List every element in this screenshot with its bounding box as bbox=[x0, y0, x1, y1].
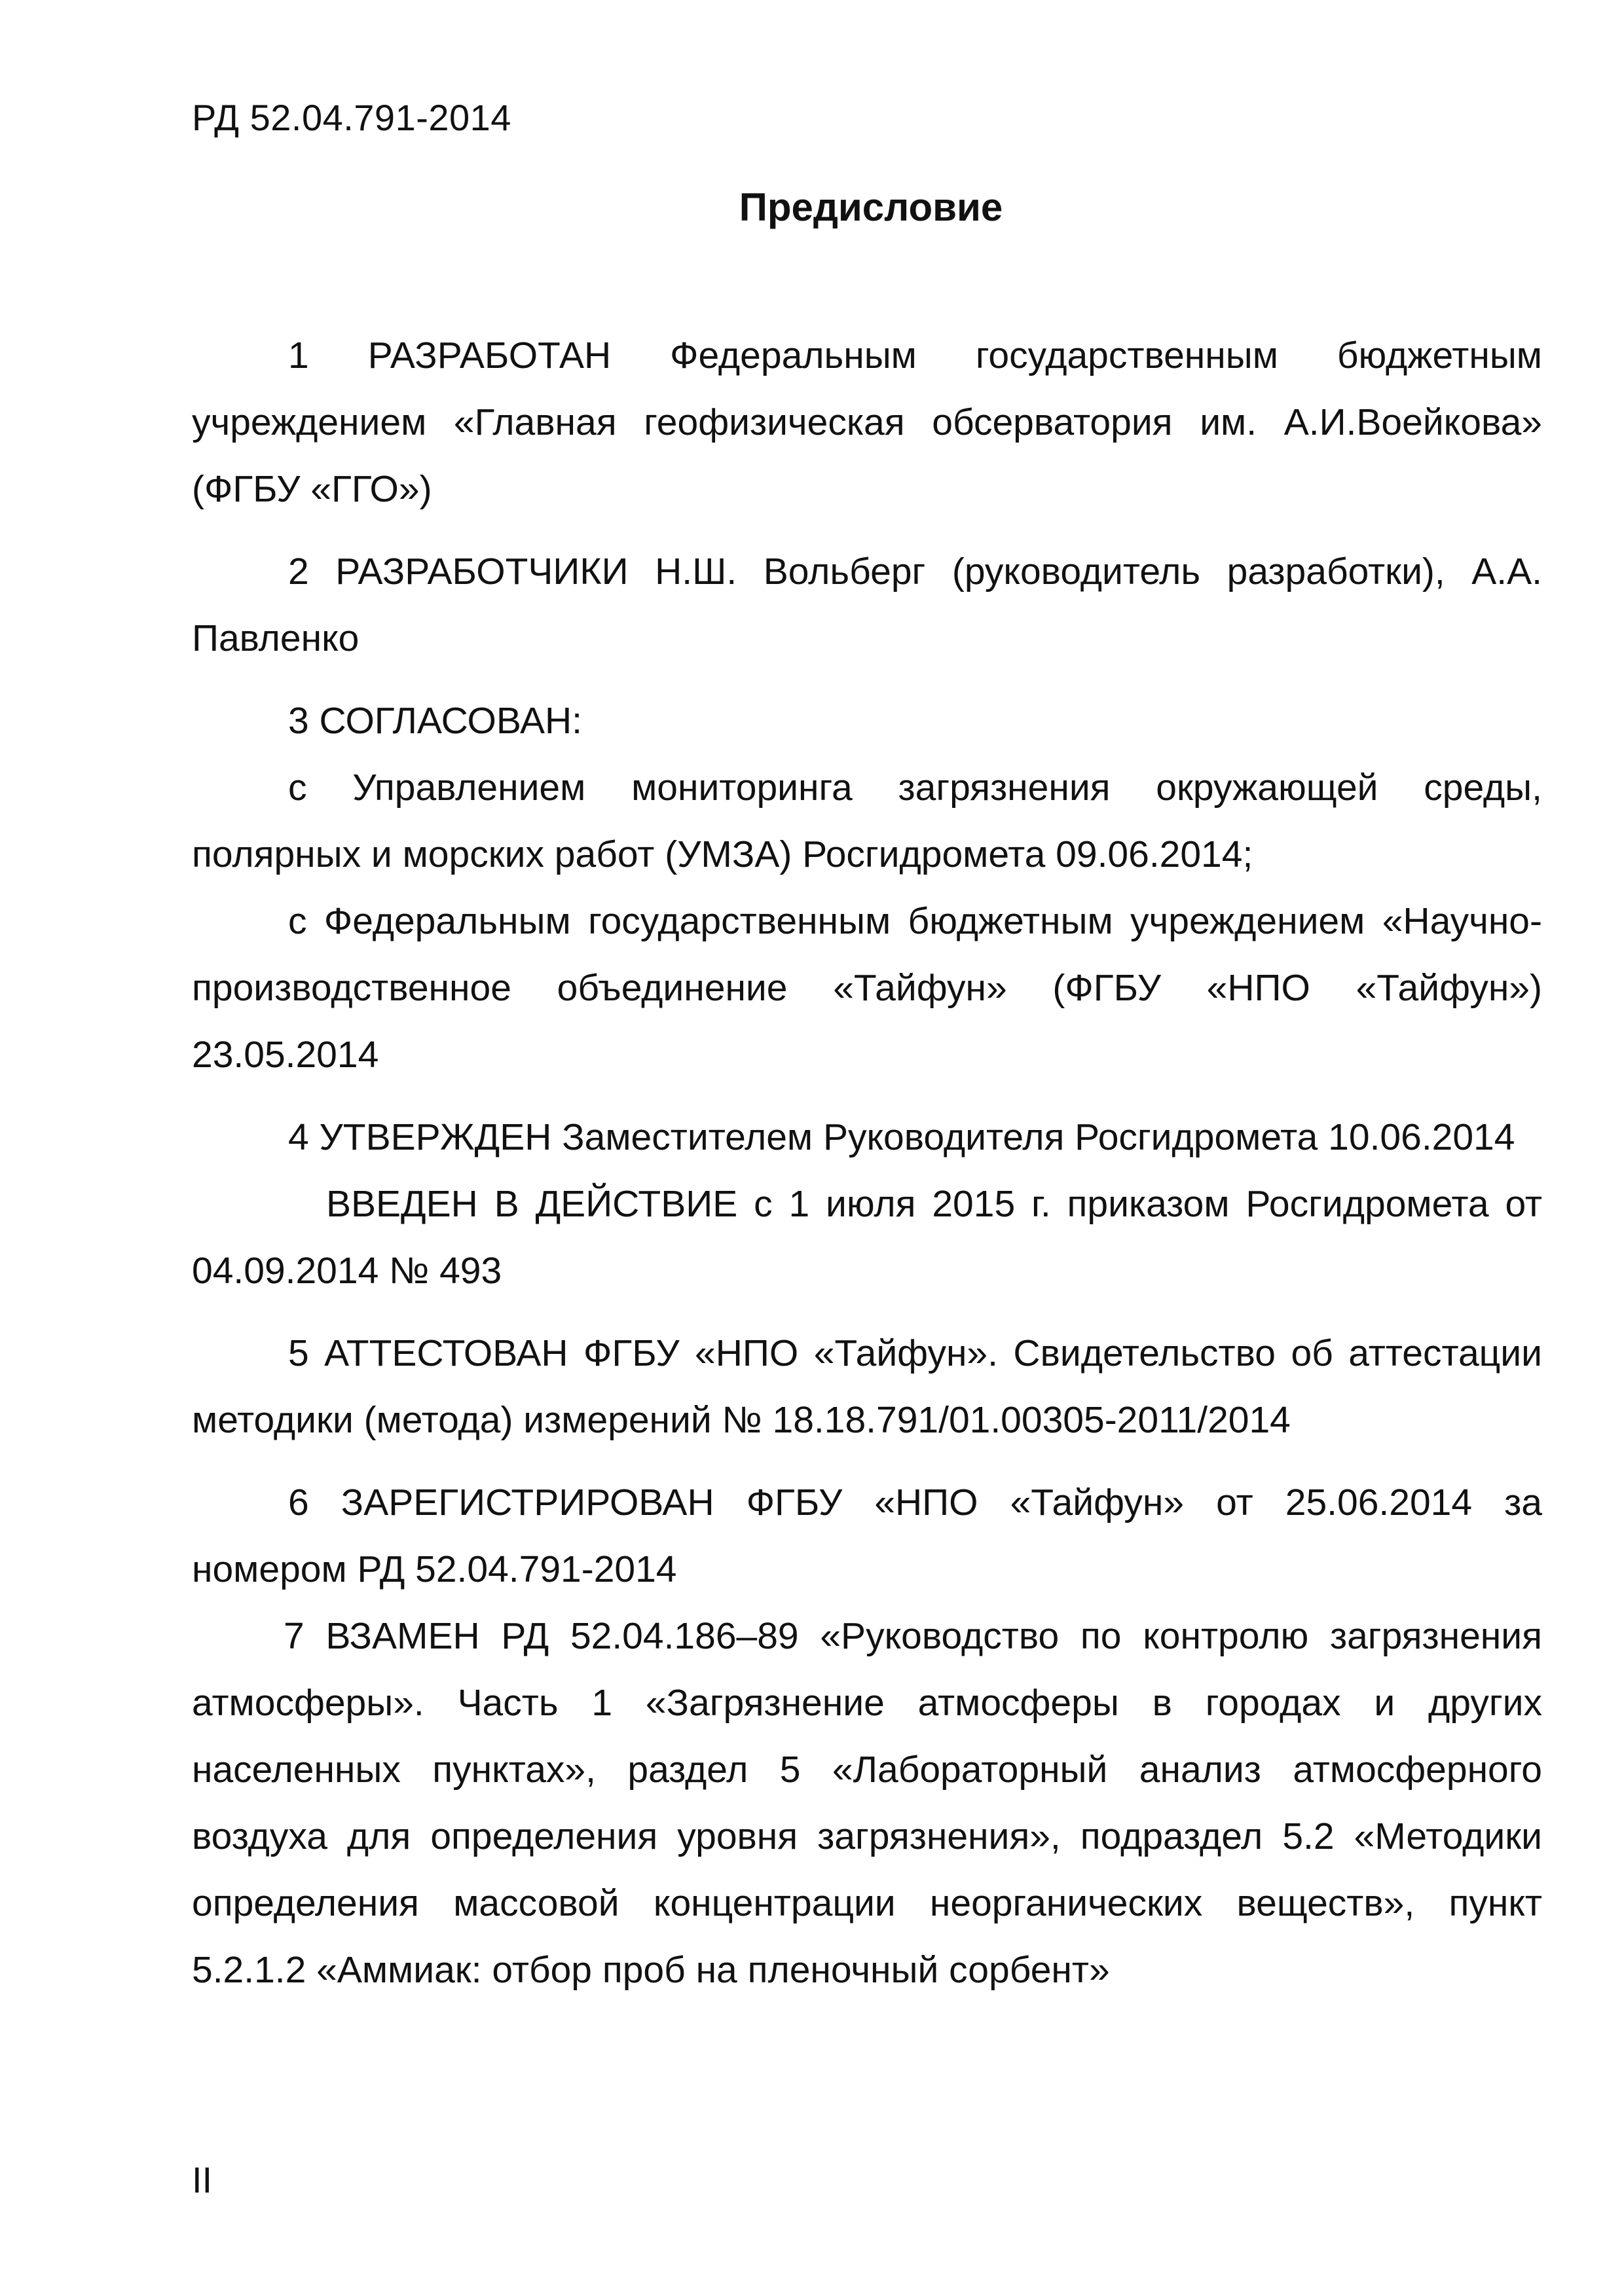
paragraph-agreed-typhoon: с Федеральным государственным бюджетным учреждением «Научно-производственное объединение «Тайфун» (ФГБУ «НПО «Тайфун») 23.05.2014 bbox=[192, 900, 1542, 1076]
paragraph-developed-by: 1 РАЗРАБОТАН Федеральным государственным бюджетным учреждением «Главная геофизическая обсерватория им. А.И.Воейкова» (ФГБУ «ГГО») bbox=[192, 335, 1542, 510]
paragraph-approved: 4 УТВЕРЖДЕН Заместителем Руководителя Росгидромета 10.06.2014 bbox=[288, 1116, 1515, 1158]
paragraph-replaces: 7 ВЗАМЕН РД 52.04.186–89 «Руководство по контролю загрязнения атмосферы». Часть 1 «Загрязнение атмосферы в городах и других населенных пунктах», раздел 5 «Лабораторный анализ атмосферного воздуха для определения уровня загрязнения», подраздел 5.2 «Методики определения массовой концентрации неорганических веществ», пункт 5.2.1.2 «Аммиак: отбор проб на пленочный сорбент» bbox=[192, 1615, 1542, 1991]
paragraph-certified: 5 АТТЕСТОВАН ФГБУ «НПО «Тайфун». Свидетельство об аттестации методики (метода) измерений № 18.18.791/01.00305-2011/2014 bbox=[192, 1332, 1542, 1441]
paragraph-agreed-umza: с Управлением мониторинга загрязнения окружающей среды, полярных и морских работ (УМЗА) Росгидромета 09.06.2014; bbox=[192, 767, 1542, 875]
preface-body bbox=[192, 322, 1542, 2003]
paragraph-registered: 6 ЗАРЕГИСТРИРОВАН ФГБУ «НПО «Тайфун» от 25.06.2014 за номером РД 52.04.791-2014 bbox=[192, 1482, 1542, 1590]
paragraph-put-into-effect: ВВЕДЕН В ДЕЙСТВИЕ с 1 июля 2015 г. приказом Росгидромета от 04.09.2014 № 493 bbox=[192, 1183, 1542, 1292]
paragraph-developers: 2 РАЗРАБОТЧИКИ Н.Ш. Вольберг (руководитель разработки), А.А. Павленко bbox=[192, 551, 1542, 659]
paragraph-agreed: 3 СОГЛАСОВАН: bbox=[288, 700, 583, 742]
page-number: II bbox=[192, 2159, 213, 2200]
document-code: РД 52.04.791-2014 bbox=[192, 97, 511, 138]
page-title: Предисловие bbox=[739, 185, 1003, 229]
